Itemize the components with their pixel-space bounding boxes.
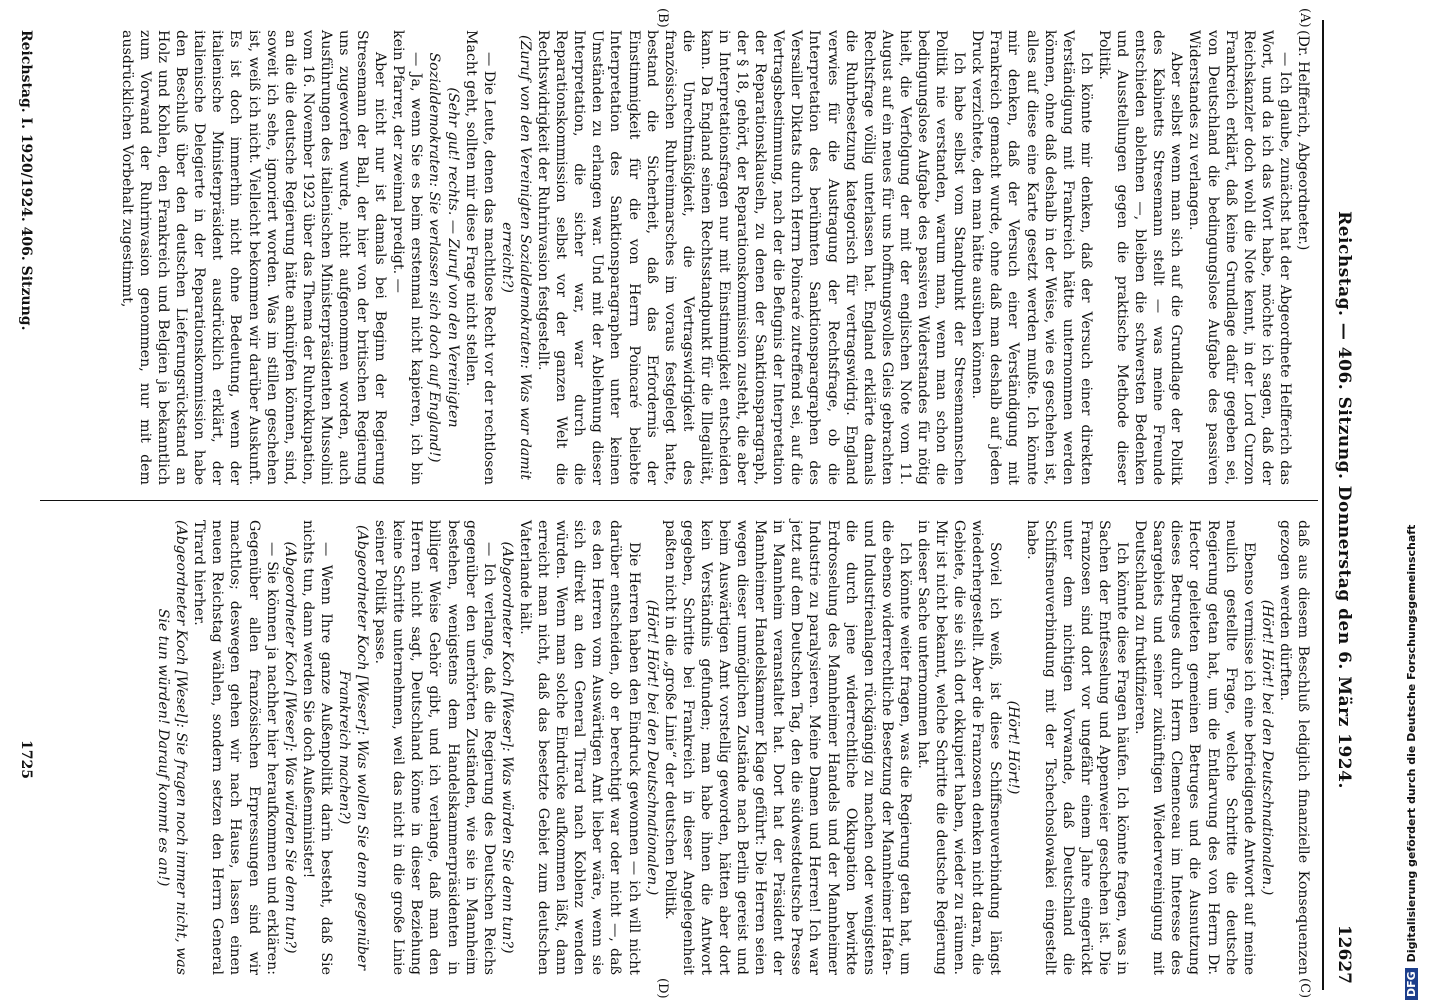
interjection: (Zuruf von den Vereinigten Sozialdemokraten: Was war damit erreicht?) xyxy=(498,35,533,480)
interjection: (Abgeordneter Koch [Weser]: Was würden Sie denn tun?) xyxy=(498,541,515,954)
interjection: (Abgeordneter Koch [Weser]: Was wollen Sie denn gegenüber Frankreich machen?) xyxy=(336,525,371,970)
column-divider xyxy=(40,500,1318,501)
digitization-note xyxy=(1405,0,1425,1000)
paragraph: Soviel ich weiß, ist diese Schiffsneuverbindung längst wiederhergestellt. Aber die Franzosen denken nicht daran, die Gebiete, die sie sich dort okkupiert haben, wieder zu räumen. Mir ist nicht bekannt, welche Schritte die deutsche Regierung in dieser Sache unternommen hat. xyxy=(915,520,1004,975)
footer-right: 1725 xyxy=(18,740,34,779)
paragraph: Aber selbst wenn man sich auf die Grundlage der Politik des Kabinetts Stresemann stellt — was meine Freunde entschieden ablehnen —, bleiben die schwersten Bedenken und Ausstellungen gegen die praktische Methode dieser Politik. xyxy=(1095,30,1185,485)
paragraph: — Sie können ja nachher hier heraufkommen und erklären: Gegenüber allen französischen Erpressungen sind wir machtlos; deswegen gehen wir nach Hause, lassen einen neuen Reichstag wählen, sondern setzen den Herrn General Tirard hierher. xyxy=(191,520,280,975)
interjection: (Hört! Hört! bei den Deutschnationalen.) xyxy=(1258,599,1275,896)
interjection: (Hört! Hört!) xyxy=(1005,700,1022,795)
page-number: 12627 xyxy=(1334,924,1354,984)
interjection: (Abgeordneter Koch [Wesel]: Sie fragen noch immer nicht, was Sie tun würden! Darauf kommt es an!) xyxy=(155,520,190,975)
paragraph: — Ich verlange, daß die Regierung des Deutschen Reichs gegenüber den unerhörten Zuständen, wie sie in Mannheim bestehen, wenigstens dem Handelskammerpräsidenten in billiger Weise Gehör gibt, und ich verlange, daß man den Herren nicht sagt, Deutschland könne in dieser Beziehung keine Schritte unternehmen, weil das nicht in die große Linie seiner Politik passe. xyxy=(372,520,497,975)
paragraph: daß aus diesem Beschluß lediglich finanzielle Konsequenzen gezogen werden dürften. xyxy=(1276,520,1311,975)
paragraph: Die Herren haben den Eindruck gewonnen — ich will nicht darüber entscheiden, ob er berechtigt war oder nicht —, daß es den Herren vom Auswärtigen Amt lieber wäre, wenn sie sich direkt an den General Tirard nach Koblenz wenden würden. Wenn man solche Eindrücke aufkommen läßt, dann erreicht man nicht, daß das besetzte Gebiet zum deutschen Vaterlande hält. xyxy=(516,520,642,975)
page-header xyxy=(1326,10,1360,990)
paragraph: Ich habe selbst vom Standpunkt der Stresemannschen Politik nie verstanden, warum man, wenn man schon die bedingungslose Aufgabe des passiven Widerstandes für nötig hielt, die Verfolgung der mit der englischen Note vom 11. August auf ein neues für uns hoffnungsvolles Gleis gebrachten Rechtsfrage völlig unterlassen hat. England erklärte damals die Ruhrbesetzung kategorisch für vertragswidrig. England verwies für die Austragung der Rechtsfrage, ob die Interpretation des berühmten Sanktionsparagraphen des Versailler Diktats durch Herrn Poincaré zutreffend sei, auf die Vertragsbestimmung, nach der die Befugnis der Interpretation der Reparationsklauseln, zu denen der Sanktionsparagraph, der § 18, gehört, der Reparationskommission zusteht, die aber in Interpretationsfragen nur mit Einstimmigkeit entscheiden kann. Da England seinen Rechtsstandpunkt für die Illegalität, die Unrechtmäßigkeit, die Vertragswidrigkeit des französischen Ruhreinmarsches im voraus festgelegt hatte, bestand die Sicherheit, daß das Erfordernis der Einstimmigkeit für die von Herrn Poincaré beliebte Interpretation des Sanktionsparagraphen unter keinen Umständen zu erlangen war. Und mit der Ablehnung dieser Interpretation, die sicher war, war durch die Reparationskommission selbst vor der ganzen Welt die Rechtswidrigkeit der Ruhrinvasion festgestellt. xyxy=(535,30,968,485)
marker-d: (D) xyxy=(655,978,670,999)
dfg-logo: DFG xyxy=(1405,968,1418,1000)
left-column xyxy=(118,30,1312,485)
paragraph: Ich könnte diese Fragen häufen. Ich könnte fragen, was in Sachen der Entfesselung und Appenweier geschehen ist. Die Franzosen sind dort vor ungefähr einem Jahre eingerückt unter dem nichtigen Vorwande, daß Deutschland die Schiffsneuverbindung mit der Tschechoslowakei eingestellt habe. xyxy=(1023,520,1131,975)
marker-b: (B) xyxy=(655,8,670,28)
interjection: (Hört! Hört! bei den Deutschnationalen.) xyxy=(643,599,660,896)
paragraph: Ebenso vermisse ich eine befriedigende Antwort auf meine neulich gestellte Frage, welche Schritte die deutsche Regierung getan hat, um die Entlarvung des von Herrn Dr. Hector geleiteten gemeinen Betruges und die Ausnutzung dieses Betruges durch Herrn Clemenceau im Interesse des Saargebiets und seiner zukünftigen Wiedervereinigung mit Deutschland zu fruktifizieren. xyxy=(1132,520,1257,975)
header-rule xyxy=(1322,20,1324,990)
digitization-text: Digitalisierung gefördert durch die Deutsche Forschungsgemeinschaft xyxy=(1405,524,1418,963)
paragraph: — Ich glaube, zunächst hat der Abgeordnete Helfferich das Wort, und da ich das Wort habe, möchte ich sagen, daß der Reichskanzler doch wohl die Note kennt, in der Lord Curzon Frankreich erklärt, daß keine Grundlage dafür gegeben sei, von Deutschland die bedingungslose Aufgabe des passiven Widerstandes zu verlangen. xyxy=(1186,30,1293,485)
paragraph: — Die Leute, denen das machtlose Recht vor der rechtlosen Macht geht, sollten mir diese Frage nicht stellen. xyxy=(462,30,497,485)
marker-a: (A) xyxy=(1297,8,1312,28)
interjection: (Abgeordneter Koch [Weser]: Was würden Sie denn tun?) xyxy=(281,541,298,954)
right-column xyxy=(154,520,1312,975)
footer-left: Reichstag. I. 1920/1924. 406. Sitzung. xyxy=(18,30,34,331)
paragraph: Aber nicht nur ist damals bei Beginn der Regierung Stresemann der Ball, der hier von der britischen Regierung uns zugeworfen wurde, nicht aufgenommen worden, auch Ausführungen des italienischen Ministerpräsidenten Mussolini vom 16. November 1923 über das Thema der Ruhrokkupation, an die die deutsche Regierung hätte anknüpfen können, sind, soweit ich sehe, ignoriert worden. Was im stillen geschehen ist, weiß ich nicht. Vielleicht bekommen wir darüber Auskunft. Es ist doch immerhin nicht ohne Bedeutung, wenn der italienische Ministerpräsident ausdrücklich erklärt, der italienische Delegierte in der Reparationskommission habe den Beschluß über den deutschen Lieferungsrückstand an Holz und Kohlen, den Frankreich und Belgien ja bekanntlich zum Vorwand der Ruhrinvasion genommen, nur mit dem ausdrücklichen Vorbehalt zugestimmt, xyxy=(118,30,389,485)
paragraph: Ich könnte mir denken, daß der Versuch einer direkten Verständigung mit Frankreich hätte unternommen werden können, ohne daß deshalb in der Weise, wie es geschehen ist, alles auf diese eine Karte gesetzt werden mußte. Ich könnte mir denken, daß der Versuch einer Verständigung mit Frankreich gemacht wurde, ohne daß man deshalb auf jeden Druck verzichtete, den man hätte ausüben können. xyxy=(969,30,1094,485)
paragraph: (Dr. Helfferich, Abgeordneter.) xyxy=(1295,30,1311,251)
header-title: Reichstag. — 406. Sitzung. Donnerstag den 6. März 1924. xyxy=(1334,211,1354,789)
marker-c: (C) xyxy=(1297,978,1312,999)
interjection: (Sehr gut! rechts. — Zuruf von den Vereinigten Sozialdemokraten: Sie verlassen sich doch auf England!) xyxy=(426,52,461,463)
paragraph: — Ja, wenn Sie es beim erstenmal nicht kapieren, ich bin kein Pfarrer, der zweimal predigt. — xyxy=(390,30,425,485)
paragraph: — Wenn Ihre ganze Außenpolitik darin besteht, daß Sie nichts tun, dann werden Sie doch Außenminister! xyxy=(299,520,334,975)
paragraph: Ich könnte weiter fragen, was die Regierung getan hat, um die ebenso widerrechtliche Besetzung der Mannheimer Hafen- und Industrieanlagen rückgängig zu machen oder wenigstens die durch jene widerrechtliche Okkupation bewirkte Erdrosselung des Mannheimer Handels und der Mannheimer Industrie zu paralysieren. Meine Damen und Herren! Ich war jetzt auf dem Deutschen Tag, den die südwestdeutsche Presse in Mannheim veranstaltet hat. Dort hat der Präsident der Mannheimer Handelskammer Klage geführt: Die Herren seien wegen dieser unmöglichen Zustände nach Berlin gereist und beim Auswärtigen Amt vorstellig geworden, hätten aber dort kein Verständnis gefunden; man habe ihnen die Antwort gegeben, Schritte bei Frankreich in dieser Angelegenheit paßten nicht in die „große Linie“ der deutschen Politik. xyxy=(661,520,913,975)
